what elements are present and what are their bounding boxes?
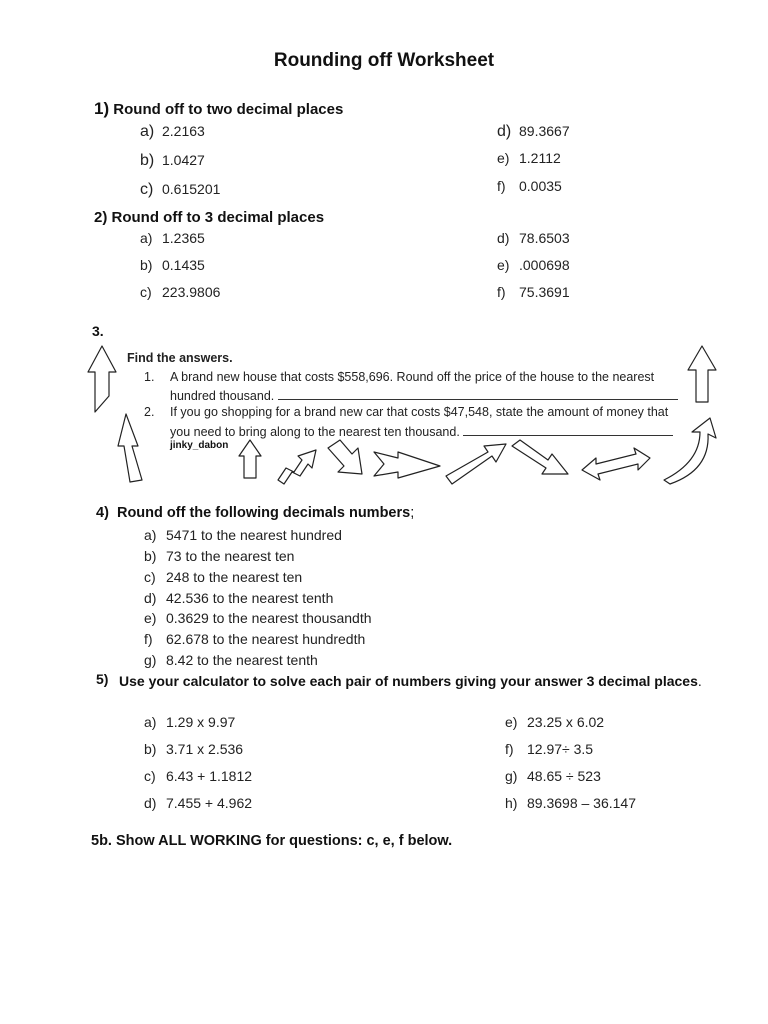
q2-number: 2) (94, 209, 108, 226)
q5-heading-text: Use your calculator to solve each pair of numbers giving your answer 3 decimal places (119, 673, 698, 689)
q3-credit: jinky_dabon (170, 440, 229, 451)
q5-item-h: h) 89.3698 – 36.147 (505, 795, 636, 811)
q2-item-f: f) 75.3691 (497, 284, 570, 300)
zigzag-arrow-icon (278, 450, 316, 484)
q4-item-a: a) 5471 to the nearest hundred (144, 527, 342, 543)
q3-item-2: 2. If you go shopping for a brand new car that costs $47,548, state the amount of money that (144, 405, 669, 419)
q3-item-2-line2: you need to bring along to the nearest ten thousand. (170, 423, 673, 439)
q4-item-g: g) 8.42 to the nearest tenth (144, 652, 318, 668)
q4-heading-text: Round off the following decimals numbers (116, 505, 411, 521)
answer-line-2[interactable] (463, 423, 673, 436)
q5-item-b: b) 3.71 x 2.536 (144, 741, 244, 757)
q3-number: 3. (92, 323, 104, 339)
q5-number: 5) (96, 671, 109, 687)
q4-item-d: d) 42.536 to the nearest tenth (144, 590, 334, 606)
q4-item-f: f) 62.678 to the nearest hundredth (144, 631, 366, 647)
q1-item-b: b) 1.0427 (140, 152, 205, 169)
q2-item-a: a) 1.2365 (140, 230, 205, 246)
q2-heading-text: Round off to 3 decimal places (111, 209, 325, 226)
up-arrow-icon (88, 346, 116, 412)
q4-item-b: b) 73 to the nearest ten (144, 548, 295, 564)
q4-heading: 4) Round off the following decimals numbers; (96, 505, 415, 521)
double-arrow-icon (582, 448, 650, 480)
q2-item-e: e) .000698 (497, 257, 570, 273)
q4-number: 4) (96, 505, 109, 521)
bent-arrow-icon (118, 414, 142, 482)
q2-item-c: c) 223.9806 (140, 284, 221, 300)
q2-item-b: b) 0.1435 (140, 257, 205, 273)
up-arrow-icon (239, 440, 261, 478)
q1-number: 1) (94, 99, 110, 118)
diagonal-arrow-icon (328, 440, 362, 474)
q1-item-c: c) 0.615201 (140, 181, 221, 198)
q1-item-d: d) 89.3667 (497, 123, 570, 140)
q5b-instruction: 5b. Show ALL WORKING for questions: c, e, f below. (91, 833, 453, 849)
q1-heading-text: Round off to two decimal places (113, 101, 344, 118)
answer-line-1[interactable] (278, 387, 678, 400)
q3-item-1: 1. A brand new house that costs $558,696. Round off the price of the house to the nearest (144, 370, 655, 384)
q4-item-c: c) 248 to the nearest ten (144, 569, 303, 585)
q5-item-f: f) 12.97÷ 3.5 (505, 741, 594, 757)
q1-item-f: f) 0.0035 (497, 178, 562, 194)
up-arrow-icon (688, 346, 716, 402)
q4-item-e: e) 0.3629 to the nearest thousandth (144, 610, 372, 626)
q5-item-g: g) 48.65 ÷ 523 (505, 768, 601, 784)
q1-item-e: e) 1.2112 (497, 150, 561, 166)
q5-item-e: e) 23.25 x 6.02 (505, 714, 605, 730)
q3-heading: Find the answers. (127, 351, 233, 365)
diagonal-arrow-icon (512, 440, 568, 474)
q5-heading: Use your calculator to solve each pair of numbers giving your answer 3 decimal places. (119, 673, 702, 689)
q3-item-1-line2: hundred thousand. (170, 387, 678, 403)
q5-item-a: a) 1.29 x 9.97 (144, 714, 236, 730)
q5-item-d: d) 7.455 + 4.962 (144, 795, 253, 811)
q2-item-d: d) 78.6503 (497, 230, 570, 246)
right-arrow-icon (374, 452, 440, 478)
q5-item-c: c) 6.43 + 1.1812 (144, 768, 253, 784)
q1-item-a: a) 2.2163 (140, 123, 205, 140)
diagonal-arrow-icon (446, 444, 506, 484)
worksheet-title: Rounding off Worksheet (273, 50, 495, 71)
